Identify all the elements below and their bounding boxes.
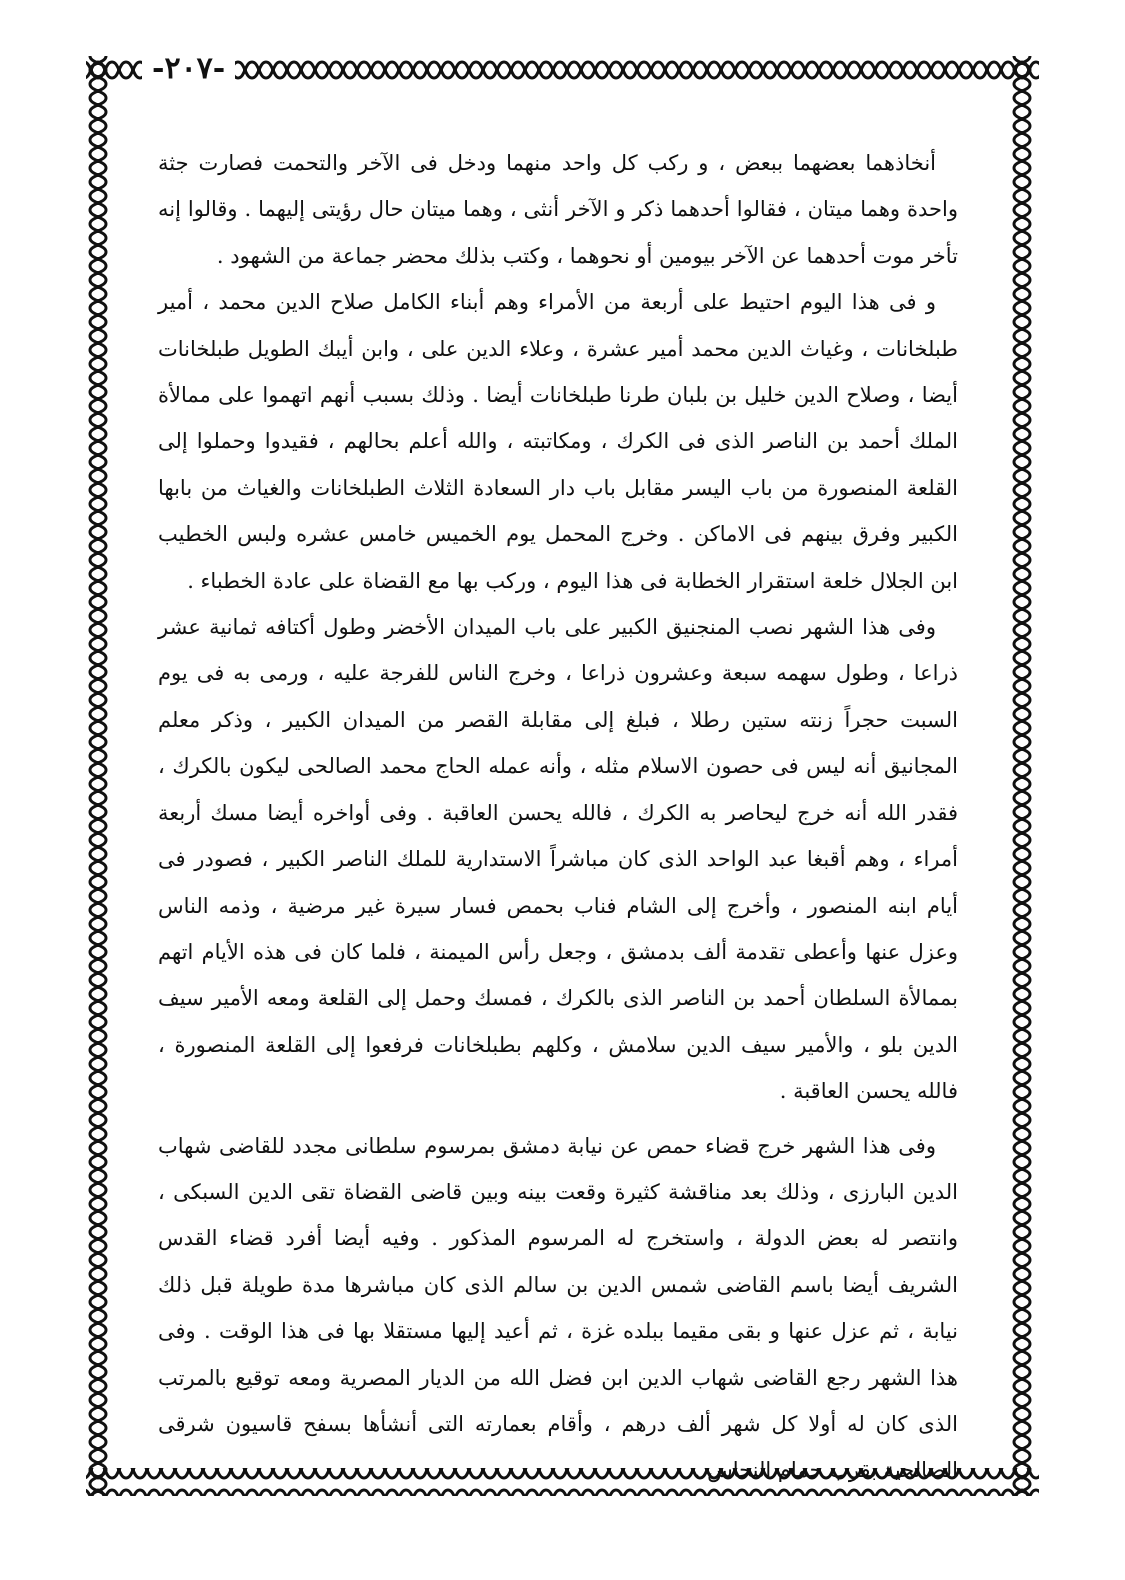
border-left [86,56,114,1496]
page-number: -٢٠٧- [142,52,235,86]
paragraph-2: و فى هذا اليوم احتيط على أربعة من الأمراء وهم أبناء الكامل صلاح الدين محمد ، أمير طبلخانات ، وغياث الدين محمد أمير عشرة ، وعلاء الدين على ، وابن أيبك الطويل طبلخانات أيضا ، وصلاح الدين خليل بن بلبان طرنا طبلخانات أيضا . وذلك بسبب أنهم اتهموا على ممالأة الملك أحمد بن الناصر الذى فى الكرك ، ومكاتبته ، والله أعلم بحالهم ، فقيدوا وحملوا إلى القلعة المنصورة من باب اليسر مقابل باب دار السعادة الثلاث الطبلخانات والغياث من بابها الكبير وفرق بينهم فى الاماكن . وخرج المحمل يوم الخميس خامس عشره ولبس الخطيب ابن الجلال خلعة استقرار الخطابة فى هذا اليوم ، وركب بها مع القضاة على عادة الخطباء . [158,290,958,593]
paragraph-1: أنخاذهما بعضهما ببعض ، و ركب كل واحد منهما ودخل فى الآخر والتحمت فصارت جثة واحدة وهما ميتان ، فقالوا أحدهما ذكر و الآخر أنثى ، وهما ميتان حال رؤيتى إليهما . وقالوا إنه تأخر موت أحدهما عن الآخر بيومين أو نحوهما ، وكتب بذلك محضر جماعة من الشهود . [158,151,958,268]
border-right [1011,56,1039,1496]
paragraph-3: وفى هذا الشهر نصب المنجنيق الكبير على باب الميدان الأخضر وطول أكتافه ثمانية عشر ذراعا ، وطول سهمه سبعة وعشرون ذراعا ، وخرج الناس للفرجة عليه ، ورمى به فى يوم السبت حجراً زنته ستين رطلا ، فبلغ إلى مقابلة القصر من الميدان الكبير ، وذكر معلم المجانيق أنه ليس فى حصون الاسلام مثله ، وأنه عمله الحاج محمد الصالحى ليكون بالكرك ، فقدر الله أنه خرج ليحاصر به الكرك ، فالله يحسن العاقبة . وفى أواخره أيضا مسك أربعة أمراء ، وهم أقبغا عبد الواحد الذى كان مباشراً الاستدارية للملك الناصر الكبير ، فصودر فى أيام ابنه المنصور ، وأخرج إلى الشام فناب بحمص فسار سيرة غير مرضية ، وذمه الناس وعزل عنها وأعطى تقدمة ألف بدمشق ، وجعل رأس الميمنة ، فلما كان فى هذه الأيام اتهم بممالأة السلطان أحمد بن الناصر الذى بالكرك ، فمسك وحمل إلى القلعة ومعه الأمير سيف الدين بلو ، والأمير سيف الدين سلامش ، وكلهم بطبلخانات فرفعوا إلى القلعة المنصورة ، فالله يحسن العاقبة . [158,615,958,1104]
page-body [158,140,958,1494]
paragraph-4: وفى هذا الشهر خرج قضاء حمص عن نيابة دمشق بمرسوم سلطانى مجدد للقاضى شهاب الدين البارزى ، وذلك بعد مناقشة كثيرة وقعت بينه وبين قاضى القضاة تقى الدين السبكى ، وانتصر له بعض الدولة ، واستخرج له المرسوم المذكور . وفيه أيضا أفرد قضاء القدس الشريف أيضا باسم القاضى شمس الدين بن سالم الذى كان مباشرها مدة طويلة قبل ذلك نيابة ، ثم عزل عنها و بقى مقيما ببلده غزة ، ثم أعيد إليها مستقلا بها فى هذا الوقت . وفى هذا الشهر رجع القاضى شهاب الدين ابن فضل الله من الديار المصرية ومعه توقيع بالمرتب الذى كان له أولا كل شهر ألف درهم ، وأقام بعمارته التى أنشأها بسفح قاسيون شرقى الصالحية بقرب حمام النحاس . [158,1133,958,1483]
